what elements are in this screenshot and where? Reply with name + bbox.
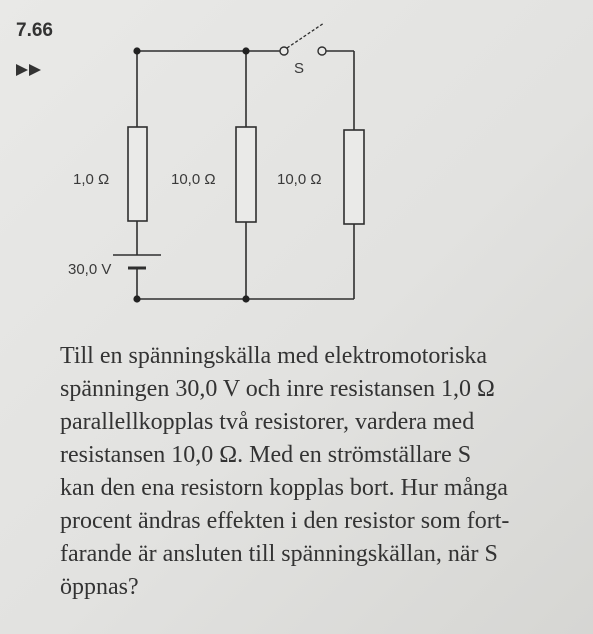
text-line: öppnas? xyxy=(60,574,139,600)
switch-symbol xyxy=(280,23,326,55)
problem-number: 7.66 xyxy=(16,20,53,41)
resistor-label-2: 10,0 Ω xyxy=(277,171,322,188)
text-line: procent ändras effekten i den resistor som fort- xyxy=(60,508,510,534)
resistor-label-1: 10,0 Ω xyxy=(171,171,216,188)
junction-dot xyxy=(133,47,140,54)
text-line: kan den ena resistorn kopplas bort. Hur många xyxy=(60,475,508,501)
text-line: spänningen 30,0 V och inre resistansen 1,0 Ω xyxy=(60,376,495,402)
text-line: farande är ansluten till spänningskällan, när S xyxy=(60,541,498,567)
resistor-1 xyxy=(236,127,256,222)
resistor-2 xyxy=(344,130,364,224)
text-line: Till en spänningskälla med elektromotoriska xyxy=(60,343,488,369)
junction-dot xyxy=(242,47,249,54)
text-line: resistansen 10,0 Ω. Med en strömställare S xyxy=(60,442,472,468)
problem-text xyxy=(60,340,593,604)
resistor-label-internal: 1,0 Ω xyxy=(73,171,110,188)
source-label: 30,0 V xyxy=(68,261,112,278)
text-line: parallellkopplas två resistorer, vardera med xyxy=(60,409,475,435)
resistor-internal xyxy=(128,127,147,221)
switch-label: S xyxy=(294,60,305,77)
junction-dot xyxy=(133,295,140,302)
junction-dot xyxy=(242,295,249,302)
battery-symbol xyxy=(113,255,161,268)
